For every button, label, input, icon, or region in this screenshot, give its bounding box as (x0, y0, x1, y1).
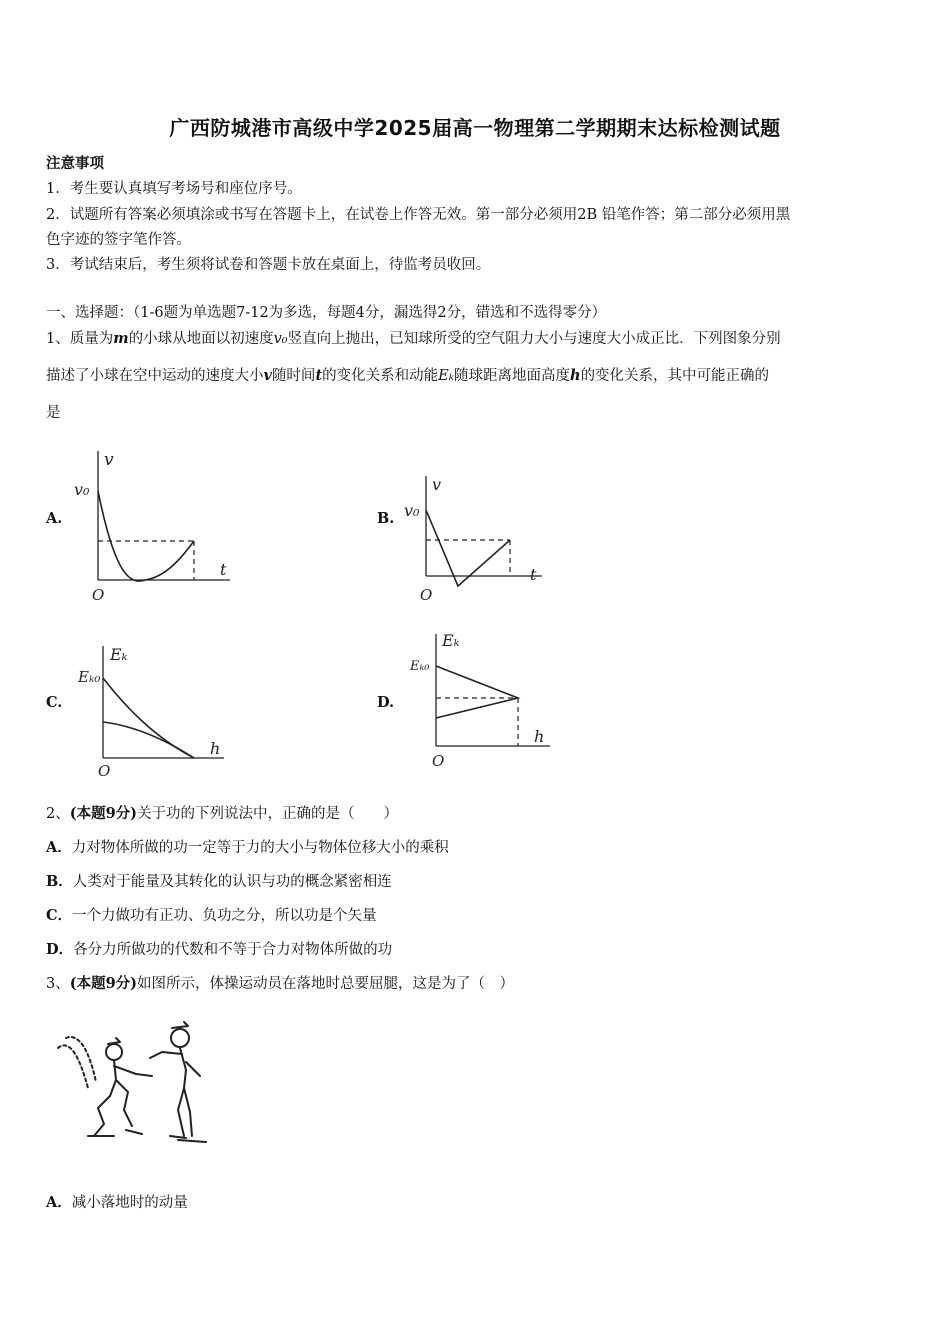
y-axis-label: v (432, 475, 442, 494)
y0-label: Eₖ₀ (410, 659, 430, 674)
velocity-curve (98, 491, 194, 581)
q2-stem: 2、(本题9分)关于功的下列说法中，正确的是（ ） (46, 805, 399, 822)
q3-option-a[interactable]: A．减小落地时的动量 (46, 1194, 188, 1211)
y-axis-label: Eₖ (110, 645, 128, 664)
origin-label: O (92, 586, 105, 604)
notice-item: 色字迹的签字笔作答。 (46, 232, 191, 248)
origin-label: O (98, 762, 111, 780)
x-axis-label: t (530, 565, 537, 584)
section-heading: 一、选择题：（1-6题为单选题7-12为多选，每题4分，漏选得2分，错选和不选得零分） (46, 305, 607, 321)
q1-graph-d (408, 628, 558, 768)
q1-line1: 1、质量为m的小球从地面以初速度v₀竖直向上抛出，已知球所受的空气阻力大小与速度大小成正比．下列图象分别 (46, 330, 781, 347)
ek-curve-upper (103, 678, 194, 758)
q1-option-a-label[interactable]: A. (46, 510, 63, 527)
q1-graph-b (400, 470, 550, 605)
q2-option-c[interactable]: C．一个力做功有正功、负功之分，所以功是个矢量 (46, 907, 377, 924)
q2-option-a[interactable]: A．力对物体所做的功一定等于力的大小与物体位移大小的乘积 (46, 839, 449, 856)
q1-graph-a (70, 445, 240, 605)
q1-line2: 描述了小球在空中运动的速度大小v随时间t的变化关系和动能Eₖ随球距离地面高度h的变化关系，其中可能正确的 (46, 367, 770, 384)
q2-option-d[interactable]: D．各分力所做功的代数和不等于合力对物体所做的功 (46, 941, 393, 958)
q1-line3: 是 (46, 405, 61, 421)
q1-graph-c (76, 640, 236, 780)
x-axis-label: t (220, 560, 227, 579)
q1-option-d-label[interactable]: D. (377, 694, 395, 711)
y-axis-label: v (104, 450, 114, 470)
q1-option-b-label[interactable]: B. (377, 510, 395, 527)
origin-label: O (420, 586, 433, 604)
x-axis-label: h (534, 727, 545, 746)
y-axis-label: Eₖ (442, 631, 460, 650)
x-axis-label: h (210, 739, 221, 758)
page-title: 广西防城港市高级中学2025届高一物理第二学期期末达标检测试题 (169, 116, 781, 140)
q1-option-c-label[interactable]: C. (46, 694, 63, 711)
gymnast-illustration (50, 1018, 220, 1150)
q2-option-b[interactable]: B．人类对于能量及其转化的认识与功的概念紧密相连 (46, 873, 392, 890)
ek-lines (436, 666, 518, 718)
notice-item: 3．考试结束后，考生须将试卷和答题卡放在桌面上，待监考员收回。 (46, 257, 491, 273)
q3-stem: 3、(本题9分)如图所示，体操运动员在落地时总要屈腿，这是为了（ ） (46, 975, 515, 992)
notice-heading: 注意事项 (46, 155, 104, 172)
y0-label: v₀ (404, 501, 420, 520)
notice-item: 1．考生要认真填写考场号和座位序号。 (46, 181, 302, 197)
y0-label: Eₖ₀ (78, 668, 101, 686)
notice-item: 2．试题所有答案必须填涂或书写在答题卡上，在试卷上作答无效。第一部分必须用2B 铅笔作答；第二部分必须用黑 (46, 207, 791, 223)
velocity-lines (426, 510, 510, 586)
y0-label: v₀ (74, 480, 90, 499)
origin-label: O (432, 752, 445, 770)
